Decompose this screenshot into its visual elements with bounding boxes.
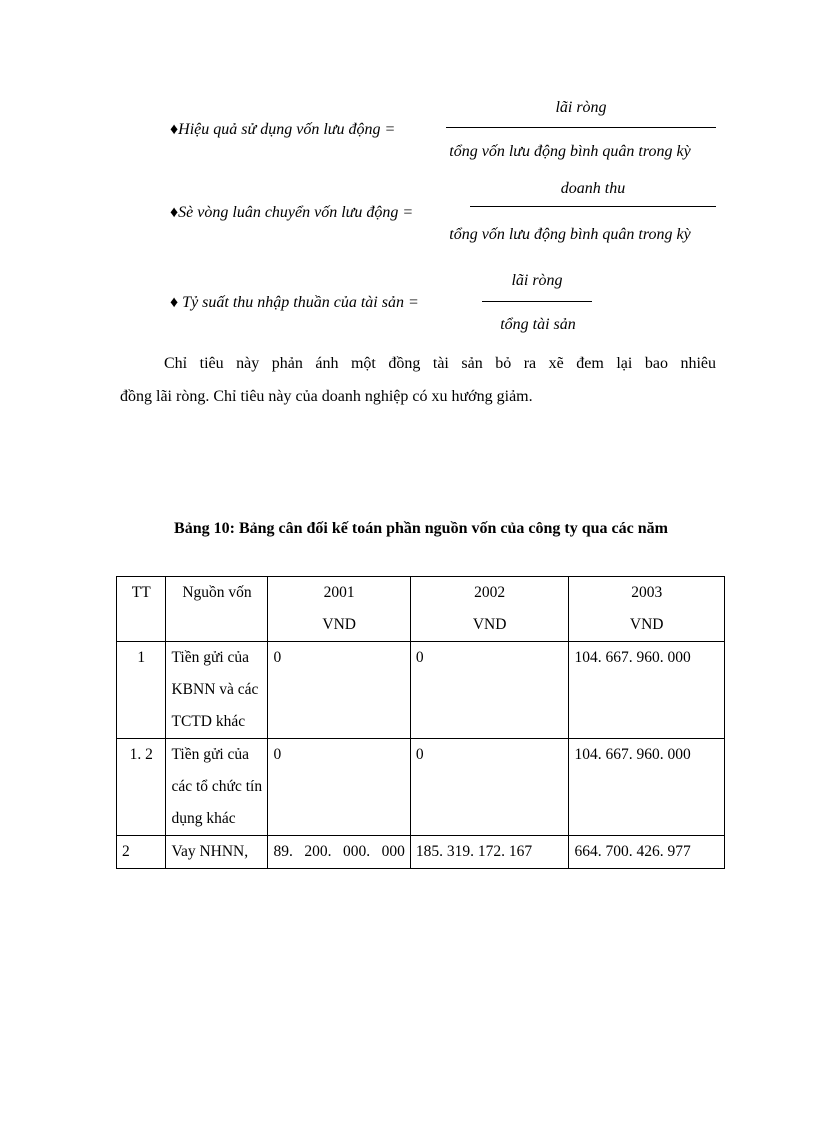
cell-source: Tiền gửi của các tổ chức tín dụng khác [166, 739, 268, 836]
cell-2001: 0 [268, 642, 410, 739]
table-row [117, 642, 725, 739]
header-2002: 2002 VND [410, 577, 569, 642]
formula-label: ♦Hiệu quả sử dụng vốn lưu động = [170, 121, 396, 138]
formula-label: ♦Sè vòng luân chuyển vốn lưu động = [170, 204, 414, 221]
formula-denominator: tổng vốn lưu động bình quân trong kỳ [449, 143, 691, 160]
cell-2001: 0 [268, 739, 410, 836]
formula-numerator: lãi ròng [555, 99, 607, 116]
cell-2003: 104. 667. 960. 000 [569, 739, 725, 836]
formula-denominator: tổng tài sản [500, 316, 576, 333]
fraction-bar [446, 127, 716, 128]
cell-source: Tiền gửi của KBNN và các TCTD khác [166, 642, 268, 739]
cell-2003: 664. 700. 426. 977 [569, 836, 725, 869]
table-row [117, 739, 725, 836]
balance-sheet-table [116, 576, 725, 869]
cell-tt: 1 [117, 642, 166, 739]
formula-label: ♦ Tỷ suất thu nhập thuần của tài sản = [170, 294, 419, 311]
header-2001: 2001 VND [268, 577, 410, 642]
cell-2002: 185. 319. 172. 167 [410, 836, 569, 869]
header-source: Nguồn vốn [166, 577, 268, 642]
paragraph-line-1: Chỉ tiêu này phản ánh một đồng tài sản bỏ ra xẽ đem lại bao nhiêu [164, 355, 716, 372]
cell-tt: 1. 2 [117, 739, 166, 836]
formula-denominator: tổng vốn lưu động bình quân trong kỳ [449, 226, 691, 243]
paragraph-line-2: đồng lãi ròng. Chỉ tiêu này của doanh nghiệp có xu hướng giảm. [120, 388, 533, 405]
table-header-row [117, 577, 725, 642]
table-caption: Bảng 10: Bảng cân đối kế toán phần nguồn vốn của công ty qua các năm [174, 520, 668, 537]
cell-2003: 104. 667. 960. 000 [569, 642, 725, 739]
table-row [117, 836, 725, 869]
fraction-bar [482, 301, 592, 302]
cell-source: Vay NHNN, [166, 836, 268, 869]
fraction-bar [470, 206, 716, 207]
explanation-paragraph [120, 347, 716, 413]
cell-tt: 2 [117, 836, 166, 869]
header-2003: 2003 VND [569, 577, 725, 642]
cell-2001: 89. 200. 000. 000 [268, 836, 410, 869]
header-tt: TT [117, 577, 166, 642]
formula-numerator: lãi ròng [511, 272, 563, 289]
cell-2002: 0 [410, 642, 569, 739]
cell-2002: 0 [410, 739, 569, 836]
formula-numerator: doanh thu [560, 180, 626, 197]
